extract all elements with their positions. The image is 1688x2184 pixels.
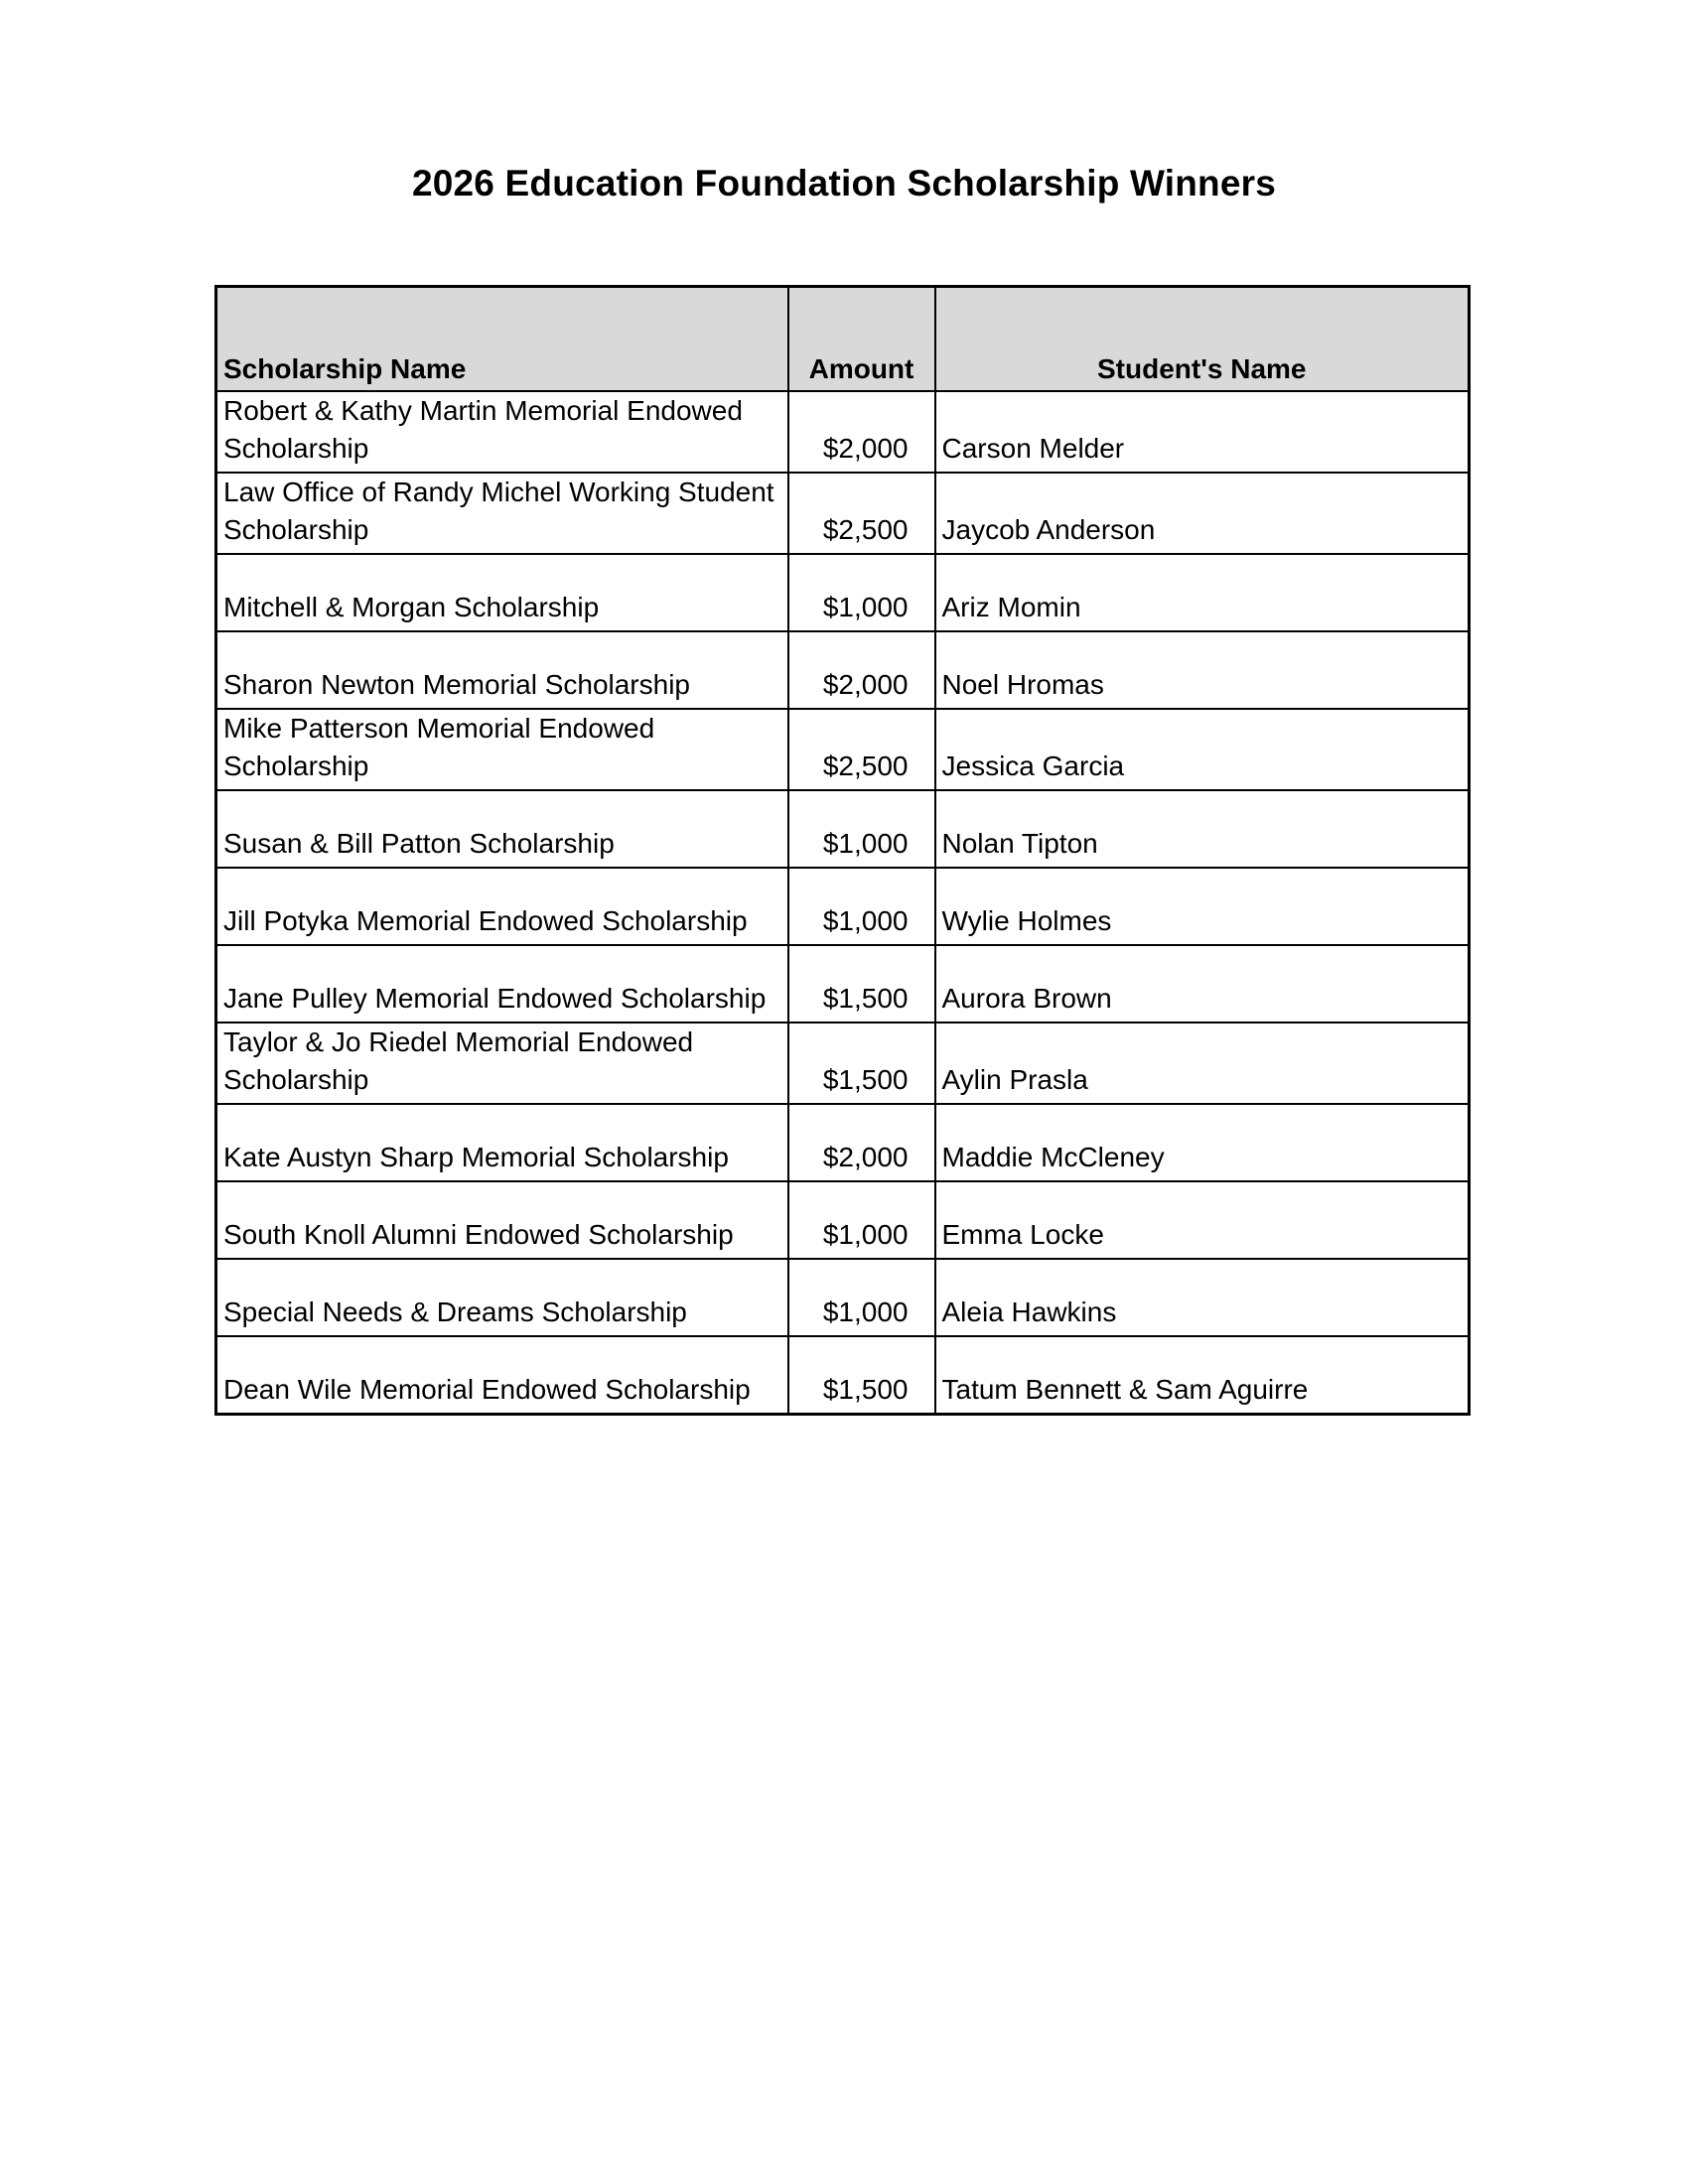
scholarship-name-cell: Taylor & Jo Riedel Memorial Endowed Scholarship	[216, 1023, 788, 1104]
amount-cell: $1,500	[788, 945, 935, 1023]
student-name-cell: Tatum Bennett & Sam Aguirre	[935, 1336, 1470, 1415]
student-name-cell: Nolan Tipton	[935, 790, 1470, 868]
table-row	[216, 1336, 1470, 1415]
scholarship-name-cell: Special Needs & Dreams Scholarship	[216, 1259, 788, 1336]
student-name-cell: Aurora Brown	[935, 945, 1470, 1023]
table-row	[216, 391, 1470, 473]
student-name-cell: Jessica Garcia	[935, 709, 1470, 790]
student-name-cell: Jaycob Anderson	[935, 473, 1470, 554]
scholarship-name-cell: Law Office of Randy Michel Working Student Scholarship	[216, 473, 788, 554]
scholarship-name-cell: Jill Potyka Memorial Endowed Scholarship	[216, 868, 788, 945]
amount-cell: $1,000	[788, 868, 935, 945]
table-row	[216, 709, 1470, 790]
amount-cell: $2,500	[788, 709, 935, 790]
student-name-cell: Aleia Hawkins	[935, 1259, 1470, 1336]
amount-cell: $1,000	[788, 1181, 935, 1259]
scholarship-winners-table	[214, 285, 1471, 1416]
amount-cell: $1,500	[788, 1023, 935, 1104]
student-name-cell: Wylie Holmes	[935, 868, 1470, 945]
amount-cell: $2,000	[788, 391, 935, 473]
student-name-cell: Carson Melder	[935, 391, 1470, 473]
scholarship-name-cell: Kate Austyn Sharp Memorial Scholarship	[216, 1104, 788, 1181]
table-header	[216, 287, 1470, 392]
amount-cell: $1,000	[788, 1259, 935, 1336]
amount-cell: $1,000	[788, 790, 935, 868]
column-header-scholarship-name: Scholarship Name	[216, 287, 788, 392]
table-body	[216, 391, 1470, 1415]
student-name-cell: Aylin Prasla	[935, 1023, 1470, 1104]
table-row	[216, 790, 1470, 868]
scholarship-name-cell: Dean Wile Memorial Endowed Scholarship	[216, 1336, 788, 1415]
scholarship-name-cell: South Knoll Alumni Endowed Scholarship	[216, 1181, 788, 1259]
table-row	[216, 473, 1470, 554]
table-header-row	[216, 287, 1470, 392]
amount-cell: $2,000	[788, 631, 935, 709]
table-row	[216, 1104, 1470, 1181]
amount-cell: $1,000	[788, 554, 935, 631]
student-name-cell: Noel Hromas	[935, 631, 1470, 709]
table-row	[216, 1181, 1470, 1259]
student-name-cell: Maddie McCleney	[935, 1104, 1470, 1181]
table-row	[216, 631, 1470, 709]
student-name-cell: Ariz Momin	[935, 554, 1470, 631]
scholarship-name-cell: Mike Patterson Memorial Endowed Scholarship	[216, 709, 788, 790]
amount-cell: $2,000	[788, 1104, 935, 1181]
amount-cell: $2,500	[788, 473, 935, 554]
page-title: 2026 Education Foundation Scholarship Winners	[411, 163, 1277, 204]
table-row	[216, 1259, 1470, 1336]
table-row	[216, 554, 1470, 631]
scholarship-name-cell: Susan & Bill Patton Scholarship	[216, 790, 788, 868]
table-row	[216, 1023, 1470, 1104]
scholarship-name-cell: Sharon Newton Memorial Scholarship	[216, 631, 788, 709]
table-row	[216, 868, 1470, 945]
scholarship-name-cell: Mitchell & Morgan Scholarship	[216, 554, 788, 631]
scholarship-name-cell: Jane Pulley Memorial Endowed Scholarship	[216, 945, 788, 1023]
table-row	[216, 945, 1470, 1023]
amount-cell: $1,500	[788, 1336, 935, 1415]
column-header-amount: Amount	[788, 287, 935, 392]
student-name-cell: Emma Locke	[935, 1181, 1470, 1259]
column-header-student-name: Student's Name	[935, 287, 1470, 392]
scholarship-name-cell: Robert & Kathy Martin Memorial Endowed Scholarship	[216, 391, 788, 473]
